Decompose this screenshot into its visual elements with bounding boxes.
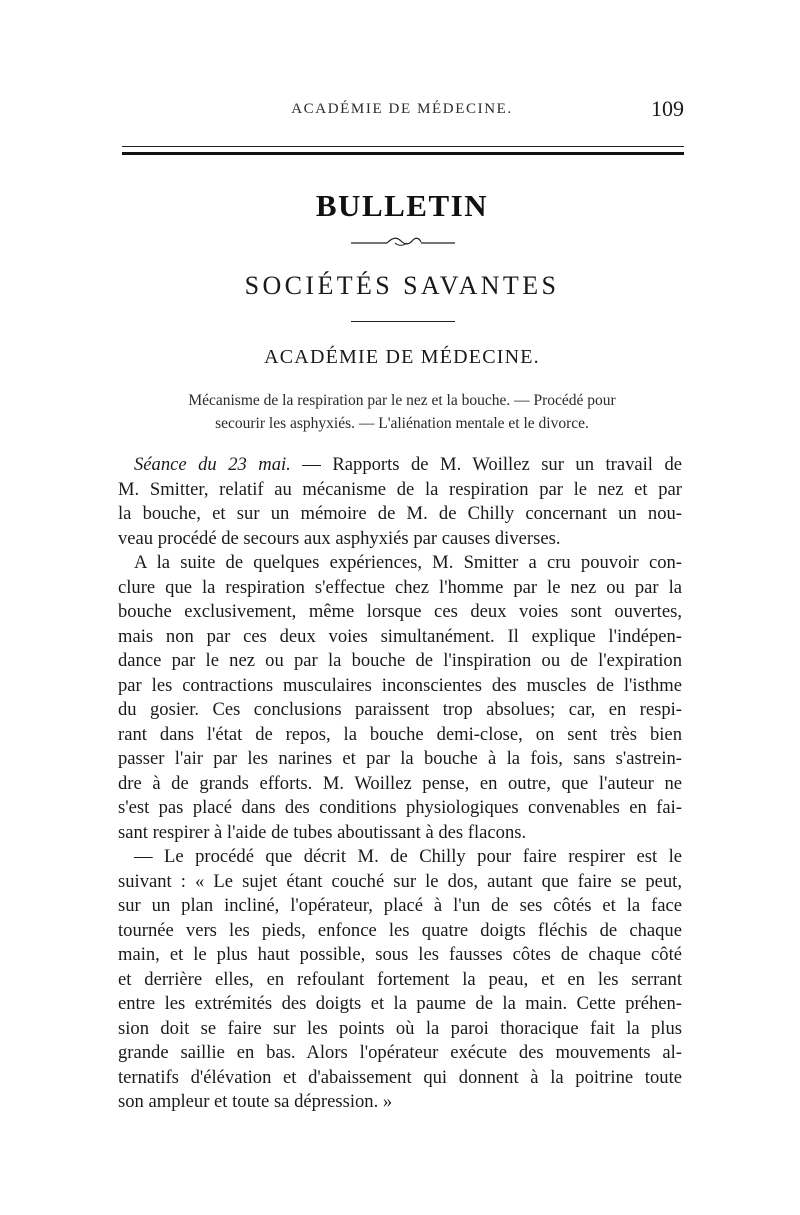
section-title: SOCIÉTÉS SAVANTES <box>244 271 560 300</box>
text-line: sion doit se faire sur les points où la paroi thoracique fait la plus <box>118 1017 682 1039</box>
paragraph-seance <box>118 453 682 551</box>
text-line: main, et le plus haut possible, sous les fausses côtes de chaque côté <box>118 944 682 965</box>
text-line: A la suite de quelques expériences, M. Smitter a cru pouvoir con- <box>134 552 682 573</box>
text-line <box>118 453 682 478</box>
summary-line: secourir les asphyxiés. — L'aliénation mentale et le divorce. <box>215 415 589 432</box>
bulletin-title: BULLETIN <box>315 188 489 223</box>
text-line: tournée vers les pieds, enfonce les quatre doigts fléchis de chaque <box>118 919 682 941</box>
text-line: ternatifs d'élévation et d'abaissement qui donnent à la poitrine toute <box>118 1066 682 1088</box>
text-line: la bouche, et sur un mémoire de M. de Chilly concernant un nou- <box>118 503 682 524</box>
text-line: grande saillie en bas. Alors l'opérateur exécute des mouvements al- <box>118 1042 682 1063</box>
page-number: 109 <box>651 96 684 121</box>
running-title: ACADÉMIE DE MÉDECINE. <box>291 101 513 117</box>
paragraph-smitter <box>118 551 682 845</box>
text-line-rest: — Rapports de M. Woillez sur un travail de <box>290 454 683 475</box>
text-line: bouche exclusivement, même lorsque ces deux voies sont ouvertes, <box>118 601 682 622</box>
text-line: veau procédé de secours aux asphyxiés par causes diverses. <box>118 527 561 549</box>
text-line: s'est pas placé dans des conditions physiologiques convenables en fai- <box>118 797 682 818</box>
summary-block <box>118 389 686 435</box>
seance-date: Séance du 23 mai. <box>134 454 291 475</box>
text-line: rant dans l'état de repos, la bouche demi-close, on sent très bien <box>118 723 682 745</box>
text-line: et derrière elles, en refoulant fortement la peau, et en les serrant <box>118 968 682 990</box>
text-line: M. Smitter, relatif au mécanisme de la respiration par le nez et par <box>118 478 682 500</box>
text-line: clure que la respiration s'effectue chez l'homme par le nez ou par la <box>118 576 682 598</box>
section-rule <box>351 321 455 322</box>
text-line: du gosier. Ces conclusions paraissent trop absolues; car, en respi- <box>118 699 682 720</box>
text-line: sur un plan incliné, l'opérateur, placé à l'un de ses côtés et la face <box>118 895 682 916</box>
text-line: sant respirer à l'aide de tubes aboutissant à des flacons. <box>118 821 527 843</box>
text-line: dre à de grands efforts. M. Woillez pense, en outre, que l'auteur ne <box>118 772 682 794</box>
header-rule-thin <box>122 146 684 147</box>
text-line: son ampleur et toute sa dépression. » <box>118 1091 393 1112</box>
text-line: mais non par ces deux voies simultanément. Il explique l'indépen- <box>118 625 682 647</box>
text-line: passer l'air par les narines et par la bouche à la fois, sans s'astrein- <box>118 748 682 769</box>
text-line: par les contractions musculaires inconscientes des muscles de l'isthme <box>118 674 682 696</box>
article-body <box>118 453 682 1115</box>
paragraph-chilly <box>118 845 682 1115</box>
header-rule-thick <box>122 152 684 155</box>
running-header <box>118 97 686 123</box>
text-line: suivant : « Le sujet étant couché sur le dos, autant que faire se peut, <box>118 870 682 892</box>
summary-line: Mécanisme de la respiration par le nez et la bouche. — Procédé pour <box>188 392 616 409</box>
text-line: entre les extrémités des doigts et la paume de la main. Cette préhen- <box>118 993 682 1014</box>
subsection-title: ACADÉMIE DE MÉDECINE. <box>264 346 540 368</box>
text-line: dance par le nez ou par la bouche de l'inspiration ou de l'expiration <box>118 650 682 671</box>
ornament-divider-icon <box>351 234 455 248</box>
text-line: — Le procédé que décrit M. de Chilly pour faire respirer est le <box>134 846 682 867</box>
